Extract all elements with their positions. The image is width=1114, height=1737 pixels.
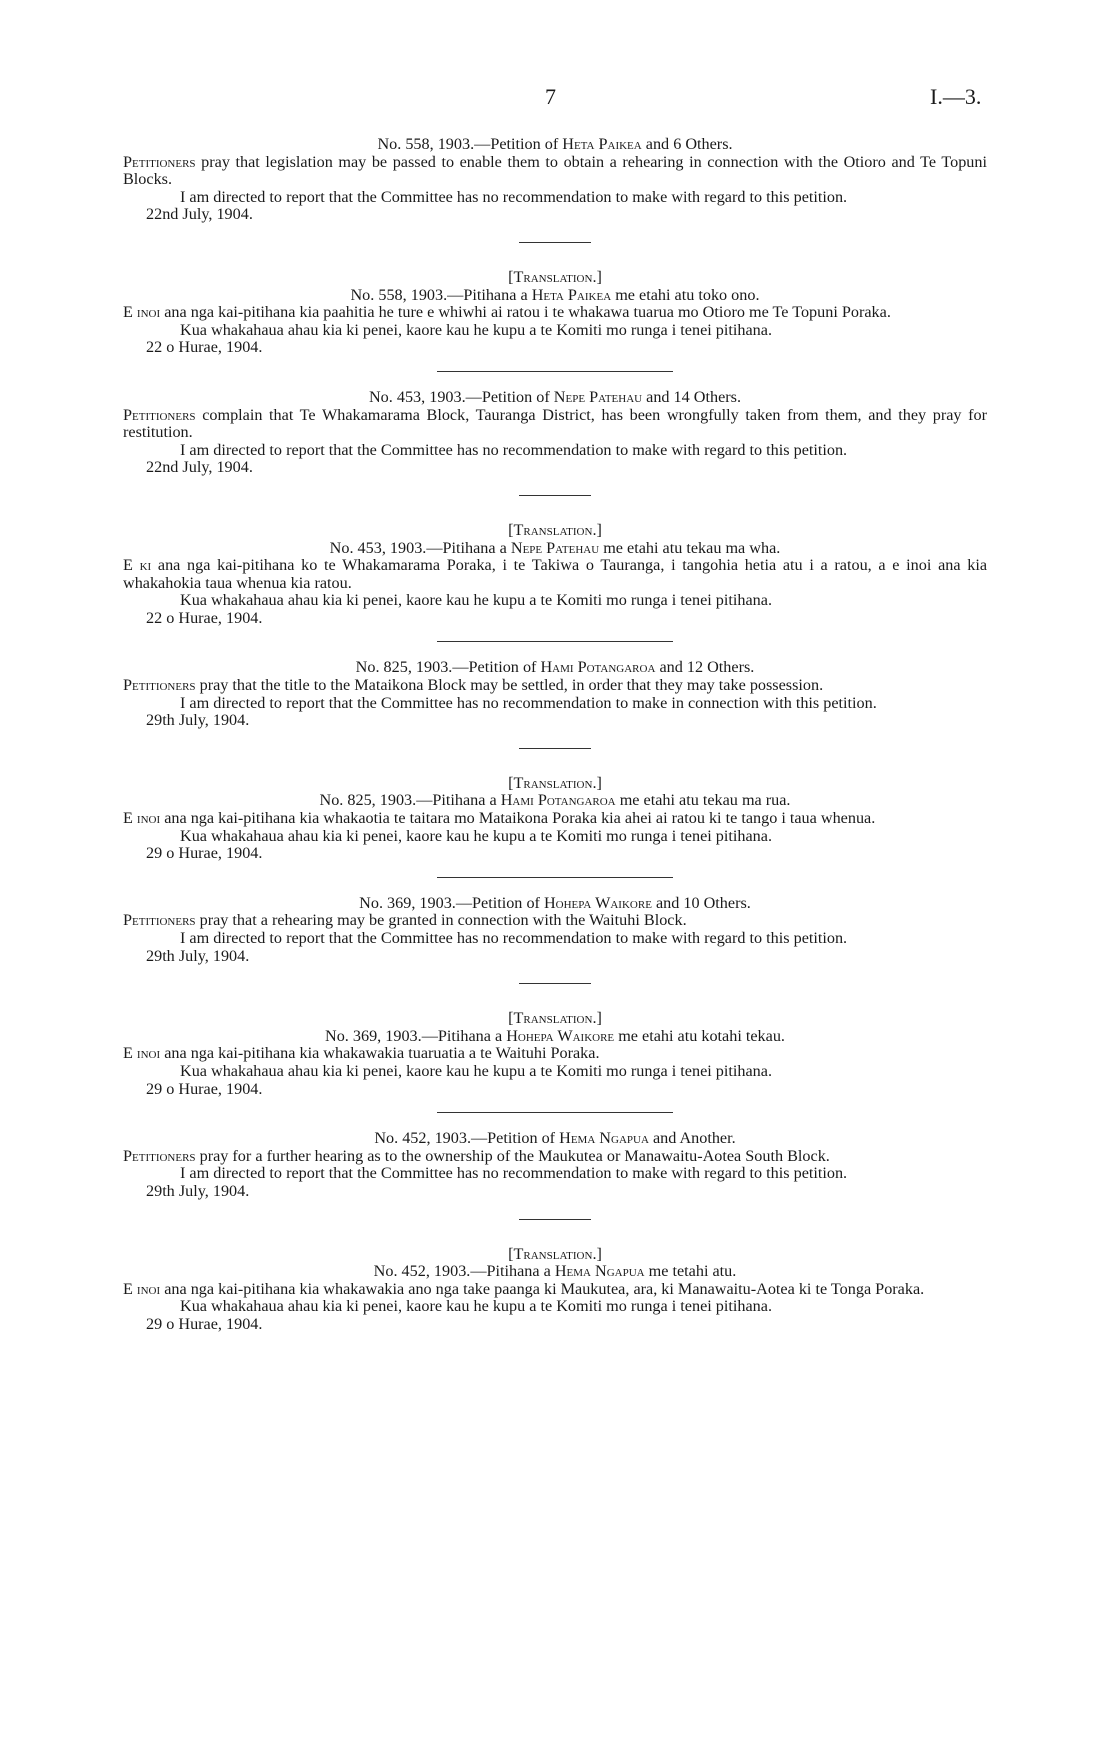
translation-label: [Translation.] xyxy=(508,773,602,792)
committee-report: Kua whakahaua ahau kia ki penei, kaore kau he kupu a te Komiti mo runga i tenei pitihana. xyxy=(180,1061,772,1080)
committee-report: I am directed to report that the Committee has no recommendation to make with regard to this petition. xyxy=(180,929,848,947)
translation-section xyxy=(123,1010,987,1098)
petition-body: Petitioners pray for a further hearing as to the ownership of the Maukutea or Manawaitu-Aotea South Block. xyxy=(123,1146,830,1165)
petition-body: E inoi ana nga kai-pitihana kia whakawakia tuaruatia a te Waituhi Poraka. xyxy=(123,1044,600,1063)
translation-label: [Translation.] xyxy=(508,1244,602,1263)
translation-section xyxy=(123,522,987,628)
report-date: 29 o Hurae, 1904. xyxy=(146,1314,263,1333)
petition-heading: No. 369, 1903.—Pitihana a Hohepa Waikore me etahi atu kotahi tekau. xyxy=(325,1026,785,1045)
committee-report: Kua whakahaua ahau kia ki penei, kaore kau he kupu a te Komiti mo runga i tenei pitihana. xyxy=(180,320,772,339)
report-date: 29 o Hurae, 1904. xyxy=(146,844,263,863)
translation-label: [Translation.] xyxy=(508,520,602,539)
petition-section xyxy=(123,895,987,965)
document-body xyxy=(123,136,987,1334)
petition-body: E ki ana nga kai-pitihana ko te Whakamarama Poraka, i te Takiwa o Tauranga, i tangohia hetia atu i a ratou, a e inoi ana kia whakahokia taua whenua kia ratou. xyxy=(123,556,988,592)
document-reference: I.—3. xyxy=(930,84,982,109)
committee-report: I am directed to report that the Committee has no recommendation to make with regard to this petition. xyxy=(180,440,848,459)
committee-report: Kua whakahaua ahau kia ki penei, kaore kau he kupu a te Komiti mo runga i tenei pitihana. xyxy=(180,591,772,610)
translation-section xyxy=(123,1246,987,1334)
petition-body: E inoi ana nga kai-pitihana kia whakawakia ano nga take paanga ki Maukutea, ara, ki Manawaitu-Aotea ki te Tonga Poraka. xyxy=(123,1279,925,1298)
petition-heading: No. 369, 1903.—Petition of Hohepa Waikore and 10 Others. xyxy=(359,893,751,912)
petition-heading: No. 453, 1903.—Pitihana a Nepe Patehau me etahi atu tekau ma wha. xyxy=(329,538,781,557)
translation-label: [Translation.] xyxy=(508,267,602,286)
report-date: 22 o Hurae, 1904. xyxy=(146,608,263,627)
petition-section xyxy=(123,659,987,729)
report-date: 29th July, 1904. xyxy=(146,946,250,965)
petition-heading: No. 452, 1903.—Petition of Hema Ngapua and Another. xyxy=(374,1129,736,1148)
petition-body: Petitioners complain that Te Whakamarama Block, Tauranga District, has been wrongfully taken from them, and they pray for restitution. xyxy=(123,405,987,442)
section-divider xyxy=(519,983,591,984)
petition-section xyxy=(123,1130,987,1200)
section-divider xyxy=(437,371,673,372)
committee-report: Kua whakahaua ahau kia ki penei, kaore kau he kupu a te Komiti mo runga i tenei pitihana. xyxy=(180,1297,772,1316)
petition-body: Petitioners pray that legislation may be passed to enable them to obtain a rehearing in connection with the Otioro and Te Topuni Blocks. xyxy=(123,152,987,189)
report-date: 22nd July, 1904. xyxy=(146,205,253,224)
committee-report: Kua whakahaua ahau kia ki penei, kaore kau he kupu a te Komiti mo runga i tenei pitihana. xyxy=(180,826,772,845)
section-divider xyxy=(519,242,591,243)
report-date: 29th July, 1904. xyxy=(146,711,250,730)
petition-heading: No. 453, 1903.—Petition of Nepe Patehau and 14 Others. xyxy=(368,387,741,406)
petition-section xyxy=(123,389,987,477)
petition-heading: No. 558, 1903.—Pitihana a Heta Paikea me etahi atu toko ono. xyxy=(350,285,760,304)
petition-heading: No. 558, 1903.—Petition of Heta Paikea and 6 Others. xyxy=(377,135,733,153)
page-number: 7 xyxy=(545,84,556,109)
petition-section xyxy=(123,136,987,224)
petition-heading: No. 452, 1903.—Pitihana a Hema Ngapua me tetahi atu. xyxy=(373,1262,737,1281)
petition-heading: No. 825, 1903.—Petition of Hami Potangaroa and 12 Others. xyxy=(355,658,755,677)
committee-report: I am directed to report that the Committee has no recommendation to make with regard to this petition. xyxy=(180,187,848,206)
section-divider xyxy=(437,877,673,878)
report-date: 22nd July, 1904. xyxy=(146,458,253,477)
translation-section xyxy=(123,775,987,863)
translation-label: [Translation.] xyxy=(508,1009,602,1028)
petition-heading: No. 825, 1903.—Pitihana a Hami Potangaroa me etahi atu tekau ma rua. xyxy=(319,791,791,810)
section-divider xyxy=(437,1112,673,1113)
committee-report: I am directed to report that the Committee has no recommendation to make in connection with this petition. xyxy=(180,693,877,712)
translation-section xyxy=(123,269,987,357)
committee-report: I am directed to report that the Committee has no recommendation to make with regard to this petition. xyxy=(180,1164,848,1183)
section-divider xyxy=(519,748,591,749)
petition-body: Petitioners pray that a rehearing may be granted in connection with the Waituhi Block. xyxy=(123,911,687,930)
report-date: 22 o Hurae, 1904. xyxy=(146,338,263,357)
petition-body: E inoi ana nga kai-pitihana kia whakaotia te taitara mo Mataikona Poraka kia ahei ai ratou ki te tango i taua whenua. xyxy=(123,809,876,828)
section-divider xyxy=(519,495,591,496)
report-date: 29th July, 1904. xyxy=(146,1181,250,1200)
section-divider xyxy=(519,1219,591,1220)
petition-body: E inoi ana nga kai-pitihana kia paahitia he ture e whiwhi ai ratou i te whakawa tuarua mo Otioro me Te Topuni Poraka. xyxy=(123,303,891,322)
report-date: 29 o Hurae, 1904. xyxy=(146,1079,263,1098)
section-divider xyxy=(437,641,673,642)
petition-body: Petitioners pray that the title to the Mataikona Block may be settled, in order that they may take possession. xyxy=(123,676,824,695)
